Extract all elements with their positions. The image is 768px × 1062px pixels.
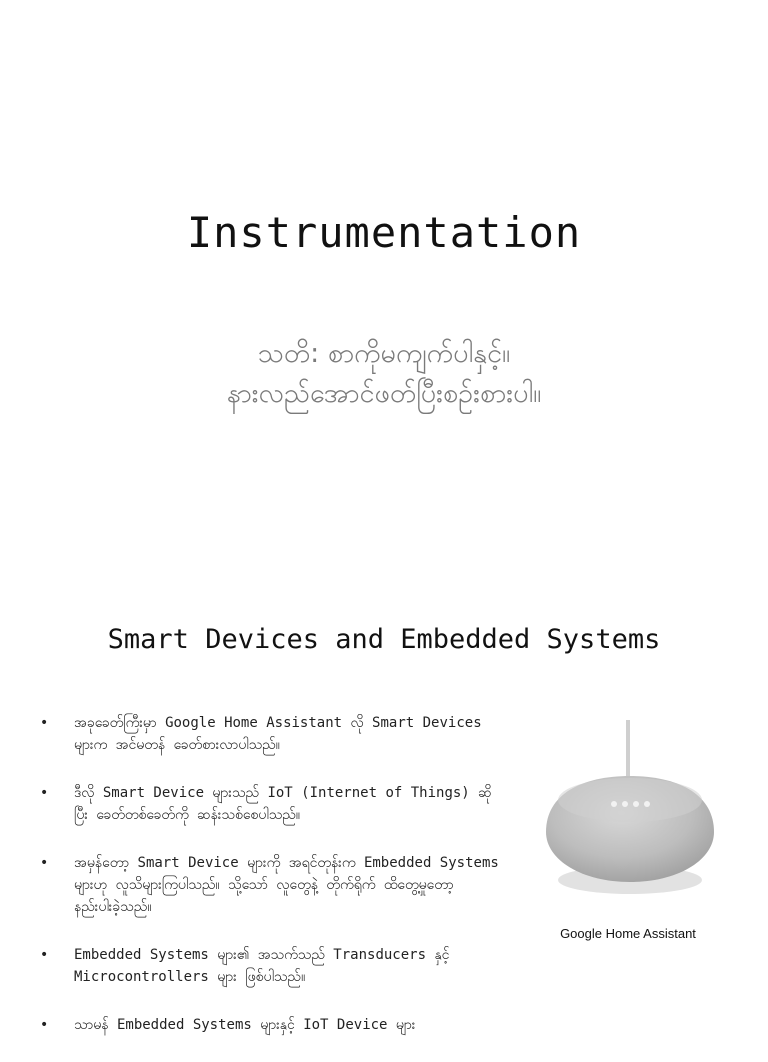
speaker-led	[622, 801, 628, 807]
image-caption: Google Home Assistant	[560, 926, 696, 941]
list-item	[40, 852, 500, 918]
slide-title: Instrumentation	[186, 208, 582, 257]
bullet-list	[40, 712, 500, 1062]
bullet-text: အခုခေတ်ကြီးမှာ Google Home Assistant လို Smart Devices များက အင်မတန် ခေတ်စားလာပါသည်။	[74, 715, 482, 753]
speaker-led	[611, 801, 617, 807]
section-heading: Smart Devices and Embedded Systems	[107, 624, 661, 655]
bullet-icon: •	[40, 715, 49, 731]
speaker-top	[558, 778, 702, 822]
subtitle-line: သတိ: စာကိုမကျက်ပါနှင့်။	[257, 338, 511, 369]
list-item	[40, 712, 500, 756]
bullet-text: အမှန်တော့ Smart Device များကို အရင်တုန်းက Embedded Systems များဟု လူသိများကြပါသည်။ သို့သော် လူတွေနဲ့ တိုက်ရိုက် ထိတွေ့မှုတော့ နည်းပါးခဲ့သည်။	[74, 855, 499, 915]
bullet-icon: •	[40, 1017, 49, 1033]
list-item	[40, 1014, 500, 1036]
bullet-icon: •	[40, 947, 49, 963]
speaker-led	[633, 801, 639, 807]
smart-speaker-image	[530, 720, 730, 920]
smart-speaker-icon	[530, 720, 730, 920]
speaker-led	[644, 801, 650, 807]
list-item	[40, 944, 500, 988]
bullet-text: ဒီလို Smart Device များသည် IoT (Internet of Things) ဆိုပြီး ခေတ်တစ်ခေတ်ကို ဆန်းသစ်စေပါသည်။	[74, 785, 492, 823]
bullet-icon: •	[40, 785, 49, 801]
bullet-text: သာမန် Embedded Systems များနှင့် IoT Device များ	[74, 1017, 416, 1033]
bullet-icon: •	[40, 855, 49, 871]
slide-subtitle	[0, 334, 768, 414]
bullet-text: Embedded Systems များ၏ အသက်သည် Transducers နှင့် Microcontrollers များ ဖြစ်ပါသည်။	[74, 947, 450, 985]
list-item	[40, 782, 500, 826]
subtitle-line: နားလည်အောင်ဖတ်ပြီးစဉ်းစားပါ။	[226, 378, 542, 409]
